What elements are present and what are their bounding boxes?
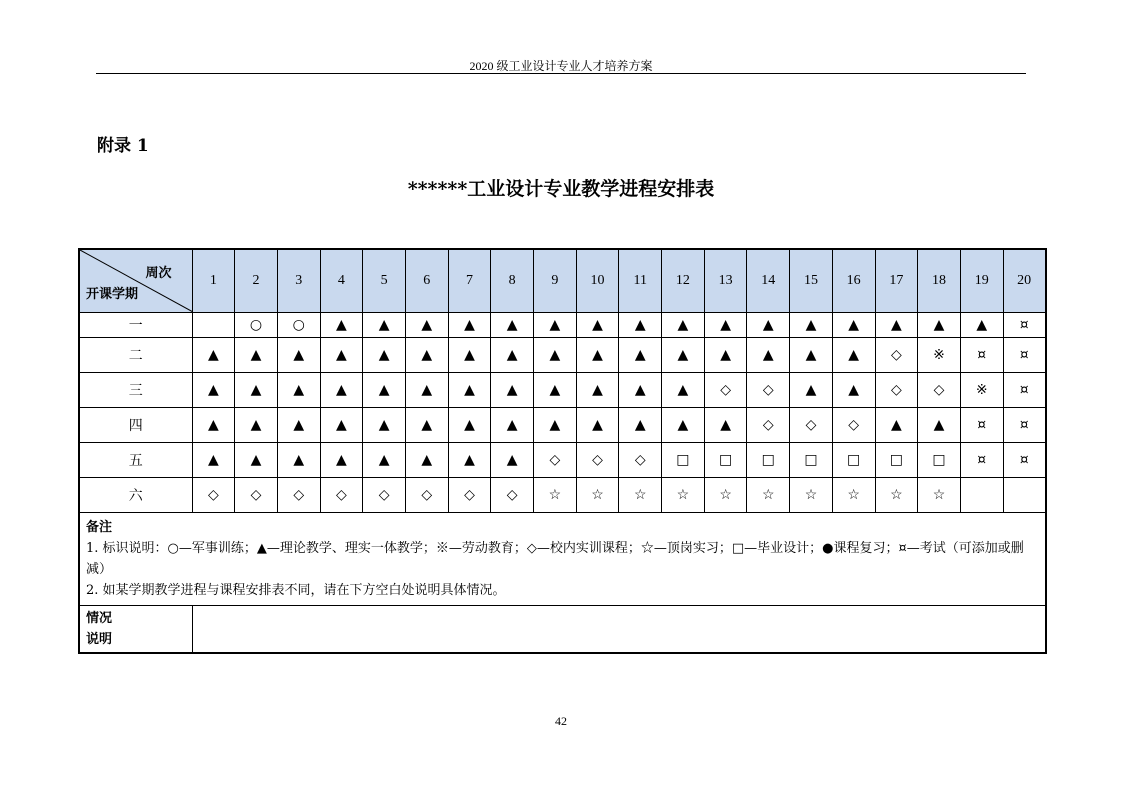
- week-header-cell: 5: [363, 249, 406, 313]
- schedule-cell: □: [662, 443, 705, 478]
- page-number: 42: [555, 714, 567, 728]
- schedule-cell: ▲: [662, 313, 705, 338]
- schedule-cell: ▲: [704, 408, 747, 443]
- schedule-cell: ▲: [320, 313, 363, 338]
- schedule-cell: ▲: [491, 313, 534, 338]
- schedule-cell: ▲: [491, 338, 534, 373]
- schedule-cell: ☆: [704, 478, 747, 513]
- schedule-cell: □: [790, 443, 833, 478]
- schedule-cell: ☆: [790, 478, 833, 513]
- schedule-cell: ◇: [576, 443, 619, 478]
- remarks-cell: [79, 513, 1046, 606]
- schedule-cell: ▲: [619, 408, 662, 443]
- schedule-cell: ▲: [320, 443, 363, 478]
- schedule-cell: ▲: [576, 338, 619, 373]
- week-header-cell: 4: [320, 249, 363, 313]
- schedule-cell: ◇: [277, 478, 320, 513]
- situation-content[interactable]: [192, 606, 1046, 654]
- running-header: 2020 级工业设计专业人才培养方案: [469, 59, 653, 73]
- situation-row: [79, 606, 1046, 654]
- schedule-cell: □: [747, 443, 790, 478]
- schedule-cell: ◇: [192, 478, 235, 513]
- week-header-cell: 10: [576, 249, 619, 313]
- week-header-cell: 17: [875, 249, 918, 313]
- schedule-cell: [960, 478, 1003, 513]
- schedule-cell: ▲: [277, 338, 320, 373]
- schedule-cell: ◇: [448, 478, 491, 513]
- schedule-cell: ▲: [875, 313, 918, 338]
- document-title: ******工业设计专业教学进程安排表: [407, 178, 715, 200]
- schedule-cell: ▲: [192, 443, 235, 478]
- schedule-cell: ▲: [235, 373, 278, 408]
- schedule-cell: ◇: [747, 408, 790, 443]
- week-header-cell: 6: [405, 249, 448, 313]
- schedule-cell: ▲: [491, 408, 534, 443]
- schedule-cell: ☆: [619, 478, 662, 513]
- week-header-cell: 7: [448, 249, 491, 313]
- week-header-cell: 18: [918, 249, 961, 313]
- schedule-cell: ▲: [576, 408, 619, 443]
- remarks-title: 备注: [86, 520, 113, 535]
- schedule-cell: ◇: [747, 373, 790, 408]
- schedule-cell: ▲: [576, 373, 619, 408]
- schedule-cell: ▲: [363, 373, 406, 408]
- schedule-cell: ▲: [576, 313, 619, 338]
- schedule-cell: ▲: [405, 443, 448, 478]
- schedule-cell: ▲: [277, 373, 320, 408]
- schedule-cell: ▲: [832, 338, 875, 373]
- schedule-cell: ▲: [192, 338, 235, 373]
- schedule-cell: ▲: [363, 313, 406, 338]
- week-header-cell: 2: [235, 249, 278, 313]
- schedule-cell: ☆: [576, 478, 619, 513]
- schedule-cell: ▲: [448, 313, 491, 338]
- schedule-cell: ▲: [662, 338, 705, 373]
- schedule-cell: ☆: [662, 478, 705, 513]
- schedule-cell: ▲: [619, 373, 662, 408]
- schedule-cell: ¤: [1003, 408, 1046, 443]
- schedule-cell: ◇: [875, 338, 918, 373]
- schedule-cell: ▲: [405, 373, 448, 408]
- week-header-cell: 1: [192, 249, 235, 313]
- week-header-cell: 3: [277, 249, 320, 313]
- schedule-cell: ▲: [320, 338, 363, 373]
- week-header-cell: 14: [747, 249, 790, 313]
- schedule-cell: ¤: [960, 443, 1003, 478]
- schedule-cell: ▲: [662, 373, 705, 408]
- week-header-cell: 9: [534, 249, 577, 313]
- schedule-cell: ◇: [704, 373, 747, 408]
- schedule-cell: ▲: [448, 373, 491, 408]
- schedule-cell: ◇: [491, 478, 534, 513]
- schedule-cell: ▲: [704, 338, 747, 373]
- schedule-cell: ☆: [918, 478, 961, 513]
- week-header-cell: 20: [1003, 249, 1046, 313]
- schedule-cell: ¤: [1003, 443, 1046, 478]
- schedule-cell: ☆: [875, 478, 918, 513]
- schedule-cell: ▲: [235, 408, 278, 443]
- schedule-cell: ◇: [320, 478, 363, 513]
- corner-diagonal: [80, 250, 193, 312]
- schedule-cell: ▲: [491, 373, 534, 408]
- schedule-cell: ※: [918, 338, 961, 373]
- schedule-cell: [1003, 478, 1046, 513]
- semester-label: 五: [79, 443, 192, 478]
- schedule-cell: ▲: [363, 338, 406, 373]
- week-header-cell: 19: [960, 249, 1003, 313]
- schedule-cell: ◇: [790, 408, 833, 443]
- schedule-cell: ¤: [1003, 338, 1046, 373]
- schedule-cell: ▲: [235, 338, 278, 373]
- schedule-cell: ▲: [192, 408, 235, 443]
- schedule-cell: ▲: [832, 313, 875, 338]
- week-header-cell: 13: [704, 249, 747, 313]
- schedule-cell: ◇: [875, 373, 918, 408]
- schedule-cell: ☆: [747, 478, 790, 513]
- schedule-cell: ▲: [747, 313, 790, 338]
- schedule-cell: ◇: [405, 478, 448, 513]
- week-header-cell: 11: [619, 249, 662, 313]
- schedule-cell: ▲: [790, 373, 833, 408]
- corner-semester-label: 开课学期: [86, 287, 139, 302]
- schedule-cell: ▲: [235, 443, 278, 478]
- week-header-cell: 16: [832, 249, 875, 313]
- schedule-cell: ▲: [918, 313, 961, 338]
- schedule-cell: ▲: [790, 313, 833, 338]
- situation-label-line2: 说明: [86, 632, 113, 647]
- header-row: [79, 249, 1046, 313]
- schedule-cell: [192, 313, 235, 338]
- schedule-cell: ▲: [277, 408, 320, 443]
- schedule-cell: ¤: [1003, 313, 1046, 338]
- schedule-cell: ▲: [192, 373, 235, 408]
- schedule-cell: □: [704, 443, 747, 478]
- remarks-note: 2. 如某学期教学进程与课程安排表不同，请在下方空白处说明具体情况。: [86, 583, 506, 598]
- semester-row: [79, 443, 1046, 478]
- schedule-cell: □: [832, 443, 875, 478]
- corner-week-label: 周次: [145, 266, 172, 281]
- remarks-row: [79, 513, 1046, 606]
- schedule-cell: ▲: [918, 408, 961, 443]
- schedule-cell: ▲: [448, 338, 491, 373]
- schedule-cell: ▲: [320, 373, 363, 408]
- semester-label: 四: [79, 408, 192, 443]
- schedule-cell: □: [918, 443, 961, 478]
- schedule-cell: ▲: [448, 443, 491, 478]
- schedule-cell: ▲: [320, 408, 363, 443]
- schedule-cell: ▲: [832, 373, 875, 408]
- semester-row: [79, 408, 1046, 443]
- semester-row: [79, 478, 1046, 513]
- schedule-cell: ○: [235, 313, 278, 338]
- semester-label: 三: [79, 373, 192, 408]
- schedule-cell: □: [875, 443, 918, 478]
- corner-cell: [79, 249, 192, 313]
- schedule-cell: ▲: [619, 313, 662, 338]
- schedule-cell: ▲: [662, 408, 705, 443]
- situation-label: [79, 606, 192, 654]
- schedule-cell: ▲: [619, 338, 662, 373]
- semester-row: [79, 313, 1046, 338]
- semester-label: 一: [79, 313, 192, 338]
- appendix-label: 附录 1: [97, 136, 149, 156]
- semester-label: 六: [79, 478, 192, 513]
- schedule-cell: ▲: [875, 408, 918, 443]
- schedule-cell: ▲: [448, 408, 491, 443]
- schedule-cell: ▲: [363, 408, 406, 443]
- schedule-cell: ▲: [405, 313, 448, 338]
- schedule-cell: ▲: [534, 373, 577, 408]
- schedule-cell: ▲: [790, 338, 833, 373]
- schedule-cell: ▲: [277, 443, 320, 478]
- week-header-cell: 15: [790, 249, 833, 313]
- schedule-cell: ¤: [960, 338, 1003, 373]
- schedule-cell: ○: [277, 313, 320, 338]
- semester-label: 二: [79, 338, 192, 373]
- schedule-cell: ▲: [534, 313, 577, 338]
- schedule-cell: ※: [960, 373, 1003, 408]
- schedule-cell: ▲: [704, 313, 747, 338]
- schedule-cell: ☆: [534, 478, 577, 513]
- schedule-table: [78, 248, 1047, 654]
- schedule-cell: ☆: [832, 478, 875, 513]
- schedule-cell: ◇: [619, 443, 662, 478]
- schedule-cell: ▲: [534, 408, 577, 443]
- schedule-cell: ◇: [363, 478, 406, 513]
- schedule-cell: ▲: [491, 443, 534, 478]
- situation-label-line1: 情况: [86, 611, 113, 626]
- schedule-cell: ▲: [363, 443, 406, 478]
- schedule-cell: ◇: [918, 373, 961, 408]
- semester-row: [79, 338, 1046, 373]
- remarks-legend: 1. 标识说明：○—军事训练；▲—理论教学、理实一体教学；※—劳动教育；◇—校内实训课程；☆—顶岗实习；□—毕业设计；●课程复习；¤—考试（可添加或删减）: [86, 541, 1024, 577]
- week-header-cell: 12: [662, 249, 705, 313]
- schedule-cell: ▲: [405, 408, 448, 443]
- header-rule: [96, 73, 1026, 74]
- schedule-cell: ¤: [1003, 373, 1046, 408]
- schedule-cell: ▲: [405, 338, 448, 373]
- schedule-cell: ▲: [747, 338, 790, 373]
- schedule-cell: ▲: [534, 338, 577, 373]
- schedule-cell: ◇: [832, 408, 875, 443]
- semester-row: [79, 373, 1046, 408]
- schedule-cell: ¤: [960, 408, 1003, 443]
- schedule-cell: ▲: [960, 313, 1003, 338]
- schedule-cell: ◇: [235, 478, 278, 513]
- schedule-cell: ◇: [534, 443, 577, 478]
- week-header-cell: 8: [491, 249, 534, 313]
